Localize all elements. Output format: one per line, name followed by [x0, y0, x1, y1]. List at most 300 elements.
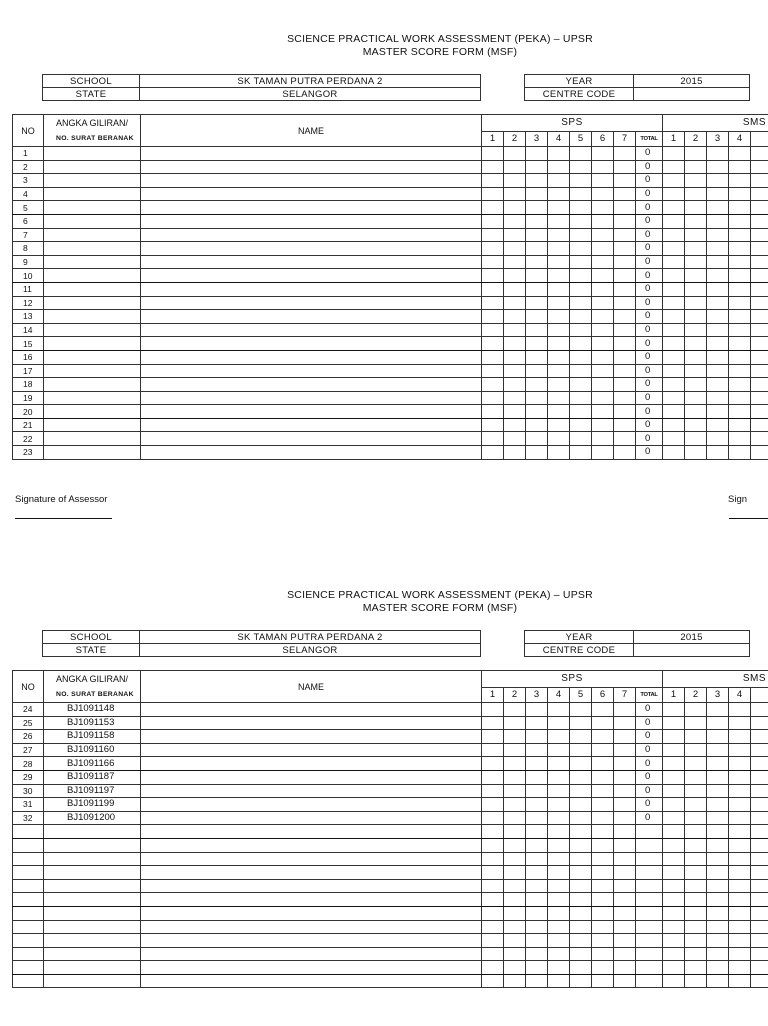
row-sps-5[interactable]: [570, 784, 592, 798]
row-sps-4[interactable]: [548, 947, 570, 961]
row-sps-3[interactable]: [526, 893, 548, 907]
row-sps-5[interactable]: [570, 269, 592, 283]
row-sms-3[interactable]: [707, 770, 729, 784]
row-sms-1[interactable]: [663, 798, 685, 812]
row-sps-4[interactable]: [548, 961, 570, 975]
row-sps-3[interactable]: [526, 337, 548, 351]
row-sms-4[interactable]: [729, 743, 751, 757]
row-sms-1[interactable]: [663, 296, 685, 310]
row-sps-4[interactable]: [548, 798, 570, 812]
row-sps-4[interactable]: [548, 811, 570, 825]
row-sps-2[interactable]: [504, 187, 526, 201]
row-sms-4[interactable]: [729, 418, 751, 432]
row-sps-1[interactable]: [482, 947, 504, 961]
row-name[interactable]: [141, 920, 482, 934]
row-sps-4[interactable]: [548, 405, 570, 419]
row-sps-5[interactable]: [570, 743, 592, 757]
row-sps-4[interactable]: [548, 174, 570, 188]
row-sps-4[interactable]: [548, 418, 570, 432]
row-sms-4[interactable]: [729, 405, 751, 419]
row-sps-4[interactable]: [548, 838, 570, 852]
row-sps-2[interactable]: [504, 242, 526, 256]
row-sms-2[interactable]: [685, 228, 707, 242]
row-name[interactable]: [141, 947, 482, 961]
row-sps-4[interactable]: [548, 920, 570, 934]
row-sms-1[interactable]: [663, 310, 685, 324]
row-id[interactable]: BJ1091160: [44, 743, 141, 757]
row-sps-4[interactable]: [548, 906, 570, 920]
row-sms-3[interactable]: [707, 730, 729, 744]
row-sps-7[interactable]: [614, 364, 636, 378]
row-sms-1[interactable]: [663, 757, 685, 771]
row-sms-1[interactable]: [663, 716, 685, 730]
row-sms-3[interactable]: [707, 838, 729, 852]
row-id[interactable]: [44, 418, 141, 432]
row-sps-7[interactable]: [614, 405, 636, 419]
row-sps-5[interactable]: [570, 214, 592, 228]
row-sps-6[interactable]: [592, 228, 614, 242]
row-sps-7[interactable]: [614, 770, 636, 784]
row-sms-4[interactable]: [729, 961, 751, 975]
row-sms-4[interactable]: [729, 784, 751, 798]
row-sps-2[interactable]: [504, 228, 526, 242]
row-sps-7[interactable]: [614, 432, 636, 446]
row-sms-4[interactable]: [729, 934, 751, 948]
row-sms-4[interactable]: [729, 446, 751, 460]
row-sps-6[interactable]: [592, 716, 614, 730]
row-sms-4[interactable]: [729, 269, 751, 283]
row-id[interactable]: [44, 866, 141, 880]
row-sps-2[interactable]: [504, 947, 526, 961]
row-sps-4[interactable]: [548, 310, 570, 324]
row-sps-4[interactable]: [548, 730, 570, 744]
row-sps-7[interactable]: [614, 730, 636, 744]
row-sms-1[interactable]: [663, 893, 685, 907]
row-sps-5[interactable]: [570, 364, 592, 378]
row-sms-2[interactable]: [685, 391, 707, 405]
row-sms-4[interactable]: [729, 378, 751, 392]
row-sps-3[interactable]: [526, 947, 548, 961]
row-sps-2[interactable]: [504, 296, 526, 310]
row-sps-6[interactable]: [592, 337, 614, 351]
row-sps-6[interactable]: [592, 187, 614, 201]
year-value[interactable]: 2015: [634, 75, 750, 88]
row-sps-1[interactable]: [482, 418, 504, 432]
row-sms-3[interactable]: [707, 187, 729, 201]
row-sps-2[interactable]: [504, 323, 526, 337]
row-sps-7[interactable]: [614, 323, 636, 337]
row-sms-1[interactable]: [663, 838, 685, 852]
row-sms-4[interactable]: [729, 757, 751, 771]
row-sms-3[interactable]: [707, 405, 729, 419]
row-sms-4[interactable]: [729, 201, 751, 215]
row-sps-4[interactable]: [548, 743, 570, 757]
row-id[interactable]: [44, 214, 141, 228]
row-sps-1[interactable]: [482, 160, 504, 174]
row-sms-1[interactable]: [663, 201, 685, 215]
row-sms-1[interactable]: [663, 825, 685, 839]
row-sps-1[interactable]: [482, 934, 504, 948]
row-sps-5[interactable]: [570, 282, 592, 296]
row-sps-2[interactable]: [504, 730, 526, 744]
row-id[interactable]: [44, 906, 141, 920]
row-sms-4[interactable]: [729, 730, 751, 744]
centre-code-value[interactable]: [634, 88, 750, 101]
row-sps-4[interactable]: [548, 716, 570, 730]
row-id[interactable]: [44, 934, 141, 948]
row-sms-4[interactable]: [729, 242, 751, 256]
row-sms-3[interactable]: [707, 323, 729, 337]
row-sms-2[interactable]: [685, 405, 707, 419]
row-sps-5[interactable]: [570, 147, 592, 161]
row-sps-3[interactable]: [526, 716, 548, 730]
row-sms-2[interactable]: [685, 798, 707, 812]
row-sms-4[interactable]: [729, 947, 751, 961]
row-sms-1[interactable]: [663, 269, 685, 283]
row-id[interactable]: [44, 852, 141, 866]
row-sps-1[interactable]: [482, 310, 504, 324]
row-sps-6[interactable]: [592, 242, 614, 256]
row-id[interactable]: BJ1091153: [44, 716, 141, 730]
row-sms-1[interactable]: [663, 920, 685, 934]
row-sms-1[interactable]: [663, 350, 685, 364]
row-sms-3[interactable]: [707, 825, 729, 839]
row-sps-2[interactable]: [504, 825, 526, 839]
row-sps-1[interactable]: [482, 906, 504, 920]
row-sps-6[interactable]: [592, 770, 614, 784]
row-sps-1[interactable]: [482, 282, 504, 296]
row-sps-3[interactable]: [526, 961, 548, 975]
row-sps-5[interactable]: [570, 201, 592, 215]
row-sms-2[interactable]: [685, 947, 707, 961]
row-sps-2[interactable]: [504, 934, 526, 948]
row-sms-4[interactable]: [729, 716, 751, 730]
row-sps-5[interactable]: [570, 825, 592, 839]
row-sps-5[interactable]: [570, 730, 592, 744]
row-name[interactable]: [141, 730, 482, 744]
row-sms-4[interactable]: [729, 879, 751, 893]
row-sps-7[interactable]: [614, 703, 636, 717]
row-sms-3[interactable]: [707, 391, 729, 405]
row-sps-1[interactable]: [482, 337, 504, 351]
row-sps-5[interactable]: [570, 947, 592, 961]
row-sps-5[interactable]: [570, 405, 592, 419]
row-sms-3[interactable]: [707, 703, 729, 717]
row-sms-1[interactable]: [663, 160, 685, 174]
row-sms-2[interactable]: [685, 310, 707, 324]
row-sms-2[interactable]: [685, 350, 707, 364]
state-value[interactable]: SELANGOR: [140, 88, 481, 101]
row-sps-5[interactable]: [570, 242, 592, 256]
row-sms-4[interactable]: [729, 350, 751, 364]
row-sps-4[interactable]: [548, 228, 570, 242]
row-sms-3[interactable]: [707, 242, 729, 256]
row-sps-7[interactable]: [614, 974, 636, 988]
row-sms-1[interactable]: [663, 147, 685, 161]
row-sps-5[interactable]: [570, 337, 592, 351]
row-sps-1[interactable]: [482, 269, 504, 283]
row-sps-7[interactable]: [614, 811, 636, 825]
row-sps-4[interactable]: [548, 160, 570, 174]
row-sps-7[interactable]: [614, 391, 636, 405]
row-sps-2[interactable]: [504, 174, 526, 188]
row-sms-2[interactable]: [685, 187, 707, 201]
row-id[interactable]: [44, 337, 141, 351]
row-sms-1[interactable]: [663, 418, 685, 432]
row-sps-6[interactable]: [592, 730, 614, 744]
row-sps-7[interactable]: [614, 446, 636, 460]
row-sms-2[interactable]: [685, 757, 707, 771]
row-sps-6[interactable]: [592, 446, 614, 460]
row-sps-3[interactable]: [526, 310, 548, 324]
row-sms-1[interactable]: [663, 242, 685, 256]
row-sms-3[interactable]: [707, 296, 729, 310]
row-sms-1[interactable]: [663, 337, 685, 351]
row-sps-3[interactable]: [526, 743, 548, 757]
row-id[interactable]: [44, 310, 141, 324]
second-signature-line[interactable]: [729, 518, 768, 519]
row-sps-7[interactable]: [614, 825, 636, 839]
row-sps-6[interactable]: [592, 934, 614, 948]
row-sms-3[interactable]: [707, 784, 729, 798]
row-name[interactable]: [141, 825, 482, 839]
row-sms-3[interactable]: [707, 310, 729, 324]
row-sps-3[interactable]: [526, 866, 548, 880]
row-name[interactable]: [141, 255, 482, 269]
row-sps-7[interactable]: [614, 228, 636, 242]
row-sms-3[interactable]: [707, 432, 729, 446]
row-sms-3[interactable]: [707, 446, 729, 460]
row-sps-5[interactable]: [570, 961, 592, 975]
row-sps-6[interactable]: [592, 405, 614, 419]
row-sps-5[interactable]: [570, 187, 592, 201]
row-id[interactable]: [44, 378, 141, 392]
row-sms-4[interactable]: [729, 228, 751, 242]
row-sms-4[interactable]: [729, 703, 751, 717]
row-sms-3[interactable]: [707, 174, 729, 188]
row-sps-2[interactable]: [504, 446, 526, 460]
row-sms-3[interactable]: [707, 811, 729, 825]
row-sps-3[interactable]: [526, 770, 548, 784]
row-name[interactable]: [141, 418, 482, 432]
row-sps-4[interactable]: [548, 757, 570, 771]
row-id[interactable]: [44, 974, 141, 988]
row-sms-2[interactable]: [685, 811, 707, 825]
row-sms-4[interactable]: [729, 310, 751, 324]
row-sps-1[interactable]: [482, 852, 504, 866]
row-name[interactable]: [141, 174, 482, 188]
row-sps-7[interactable]: [614, 255, 636, 269]
row-sms-4[interactable]: [729, 337, 751, 351]
row-sps-6[interactable]: [592, 784, 614, 798]
row-sms-4[interactable]: [729, 255, 751, 269]
row-name[interactable]: [141, 201, 482, 215]
row-sps-7[interactable]: [614, 160, 636, 174]
row-sps-6[interactable]: [592, 920, 614, 934]
row-sps-3[interactable]: [526, 282, 548, 296]
row-sps-7[interactable]: [614, 798, 636, 812]
row-sps-5[interactable]: [570, 432, 592, 446]
row-sps-2[interactable]: [504, 770, 526, 784]
row-sps-2[interactable]: [504, 811, 526, 825]
row-sps-5[interactable]: [570, 703, 592, 717]
row-name[interactable]: [141, 242, 482, 256]
row-sms-4[interactable]: [729, 174, 751, 188]
row-sms-4[interactable]: [729, 770, 751, 784]
row-sps-1[interactable]: [482, 364, 504, 378]
row-sps-7[interactable]: [614, 906, 636, 920]
row-sms-1[interactable]: [663, 961, 685, 975]
row-sms-3[interactable]: [707, 364, 729, 378]
row-sps-4[interactable]: [548, 350, 570, 364]
row-sms-1[interactable]: [663, 364, 685, 378]
row-sps-7[interactable]: [614, 961, 636, 975]
year-value[interactable]: 2015: [634, 631, 750, 644]
row-sps-4[interactable]: [548, 255, 570, 269]
row-sps-1[interactable]: [482, 825, 504, 839]
row-sms-1[interactable]: [663, 974, 685, 988]
school-value[interactable]: SK TAMAN PUTRA PERDANA 2: [140, 631, 481, 644]
row-id[interactable]: [44, 242, 141, 256]
row-id[interactable]: [44, 838, 141, 852]
row-sms-2[interactable]: [685, 160, 707, 174]
row-sms-2[interactable]: [685, 255, 707, 269]
row-sms-1[interactable]: [663, 405, 685, 419]
row-sps-1[interactable]: [482, 378, 504, 392]
row-sps-2[interactable]: [504, 784, 526, 798]
row-sps-1[interactable]: [482, 432, 504, 446]
row-sps-5[interactable]: [570, 323, 592, 337]
row-sps-6[interactable]: [592, 961, 614, 975]
row-sps-5[interactable]: [570, 934, 592, 948]
row-sms-1[interactable]: [663, 866, 685, 880]
row-sps-7[interactable]: [614, 852, 636, 866]
row-sps-5[interactable]: [570, 798, 592, 812]
row-sps-2[interactable]: [504, 269, 526, 283]
row-sps-7[interactable]: [614, 947, 636, 961]
row-sps-6[interactable]: [592, 378, 614, 392]
row-sms-3[interactable]: [707, 282, 729, 296]
row-sms-2[interactable]: [685, 337, 707, 351]
row-sps-1[interactable]: [482, 703, 504, 717]
row-sms-2[interactable]: [685, 364, 707, 378]
row-name[interactable]: [141, 378, 482, 392]
row-sps-1[interactable]: [482, 961, 504, 975]
row-sps-6[interactable]: [592, 147, 614, 161]
row-id[interactable]: [44, 187, 141, 201]
row-sps-4[interactable]: [548, 893, 570, 907]
row-sms-1[interactable]: [663, 743, 685, 757]
row-id[interactable]: BJ1091148: [44, 703, 141, 717]
row-sms-2[interactable]: [685, 852, 707, 866]
row-sps-3[interactable]: [526, 214, 548, 228]
row-sps-1[interactable]: [482, 866, 504, 880]
row-sms-4[interactable]: [729, 825, 751, 839]
row-sms-4[interactable]: [729, 296, 751, 310]
row-sms-1[interactable]: [663, 214, 685, 228]
row-sps-4[interactable]: [548, 201, 570, 215]
row-sms-1[interactable]: [663, 852, 685, 866]
row-sms-4[interactable]: [729, 811, 751, 825]
row-name[interactable]: [141, 811, 482, 825]
row-sps-4[interactable]: [548, 446, 570, 460]
row-sps-5[interactable]: [570, 228, 592, 242]
row-id[interactable]: [44, 282, 141, 296]
row-id[interactable]: [44, 920, 141, 934]
state-value[interactable]: SELANGOR: [140, 644, 481, 657]
row-sps-2[interactable]: [504, 893, 526, 907]
row-sms-2[interactable]: [685, 147, 707, 161]
row-sms-2[interactable]: [685, 838, 707, 852]
row-id[interactable]: [44, 296, 141, 310]
row-sms-3[interactable]: [707, 269, 729, 283]
row-sps-3[interactable]: [526, 228, 548, 242]
row-id[interactable]: [44, 201, 141, 215]
row-sps-6[interactable]: [592, 811, 614, 825]
row-sps-3[interactable]: [526, 934, 548, 948]
row-sms-3[interactable]: [707, 350, 729, 364]
row-sms-3[interactable]: [707, 961, 729, 975]
row-sps-2[interactable]: [504, 974, 526, 988]
row-sps-5[interactable]: [570, 446, 592, 460]
row-sms-1[interactable]: [663, 228, 685, 242]
row-sps-3[interactable]: [526, 757, 548, 771]
row-sps-7[interactable]: [614, 879, 636, 893]
row-sps-6[interactable]: [592, 310, 614, 324]
row-sps-5[interactable]: [570, 811, 592, 825]
row-sps-6[interactable]: [592, 906, 614, 920]
row-sps-1[interactable]: [482, 323, 504, 337]
row-sps-6[interactable]: [592, 879, 614, 893]
row-id[interactable]: [44, 391, 141, 405]
row-sps-5[interactable]: [570, 296, 592, 310]
row-sms-2[interactable]: [685, 296, 707, 310]
row-sps-3[interactable]: [526, 703, 548, 717]
row-name[interactable]: [141, 743, 482, 757]
row-sms-1[interactable]: [663, 784, 685, 798]
row-sms-2[interactable]: [685, 784, 707, 798]
row-sps-7[interactable]: [614, 187, 636, 201]
row-name[interactable]: [141, 350, 482, 364]
row-sps-4[interactable]: [548, 974, 570, 988]
row-sps-6[interactable]: [592, 174, 614, 188]
row-sps-7[interactable]: [614, 147, 636, 161]
row-sps-3[interactable]: [526, 974, 548, 988]
row-sps-7[interactable]: [614, 893, 636, 907]
row-sps-4[interactable]: [548, 866, 570, 880]
row-name[interactable]: [141, 770, 482, 784]
row-sms-4[interactable]: [729, 852, 751, 866]
row-sms-4[interactable]: [729, 147, 751, 161]
row-name[interactable]: [141, 866, 482, 880]
row-sms-3[interactable]: [707, 798, 729, 812]
row-sms-3[interactable]: [707, 920, 729, 934]
row-sps-1[interactable]: [482, 242, 504, 256]
row-name[interactable]: [141, 716, 482, 730]
row-sms-1[interactable]: [663, 947, 685, 961]
row-sps-2[interactable]: [504, 350, 526, 364]
row-sms-2[interactable]: [685, 418, 707, 432]
row-sps-6[interactable]: [592, 214, 614, 228]
row-sps-3[interactable]: [526, 825, 548, 839]
row-sms-3[interactable]: [707, 934, 729, 948]
row-sps-5[interactable]: [570, 974, 592, 988]
row-sms-4[interactable]: [729, 866, 751, 880]
row-sps-3[interactable]: [526, 350, 548, 364]
row-sps-7[interactable]: [614, 418, 636, 432]
row-name[interactable]: [141, 147, 482, 161]
row-sps-4[interactable]: [548, 391, 570, 405]
